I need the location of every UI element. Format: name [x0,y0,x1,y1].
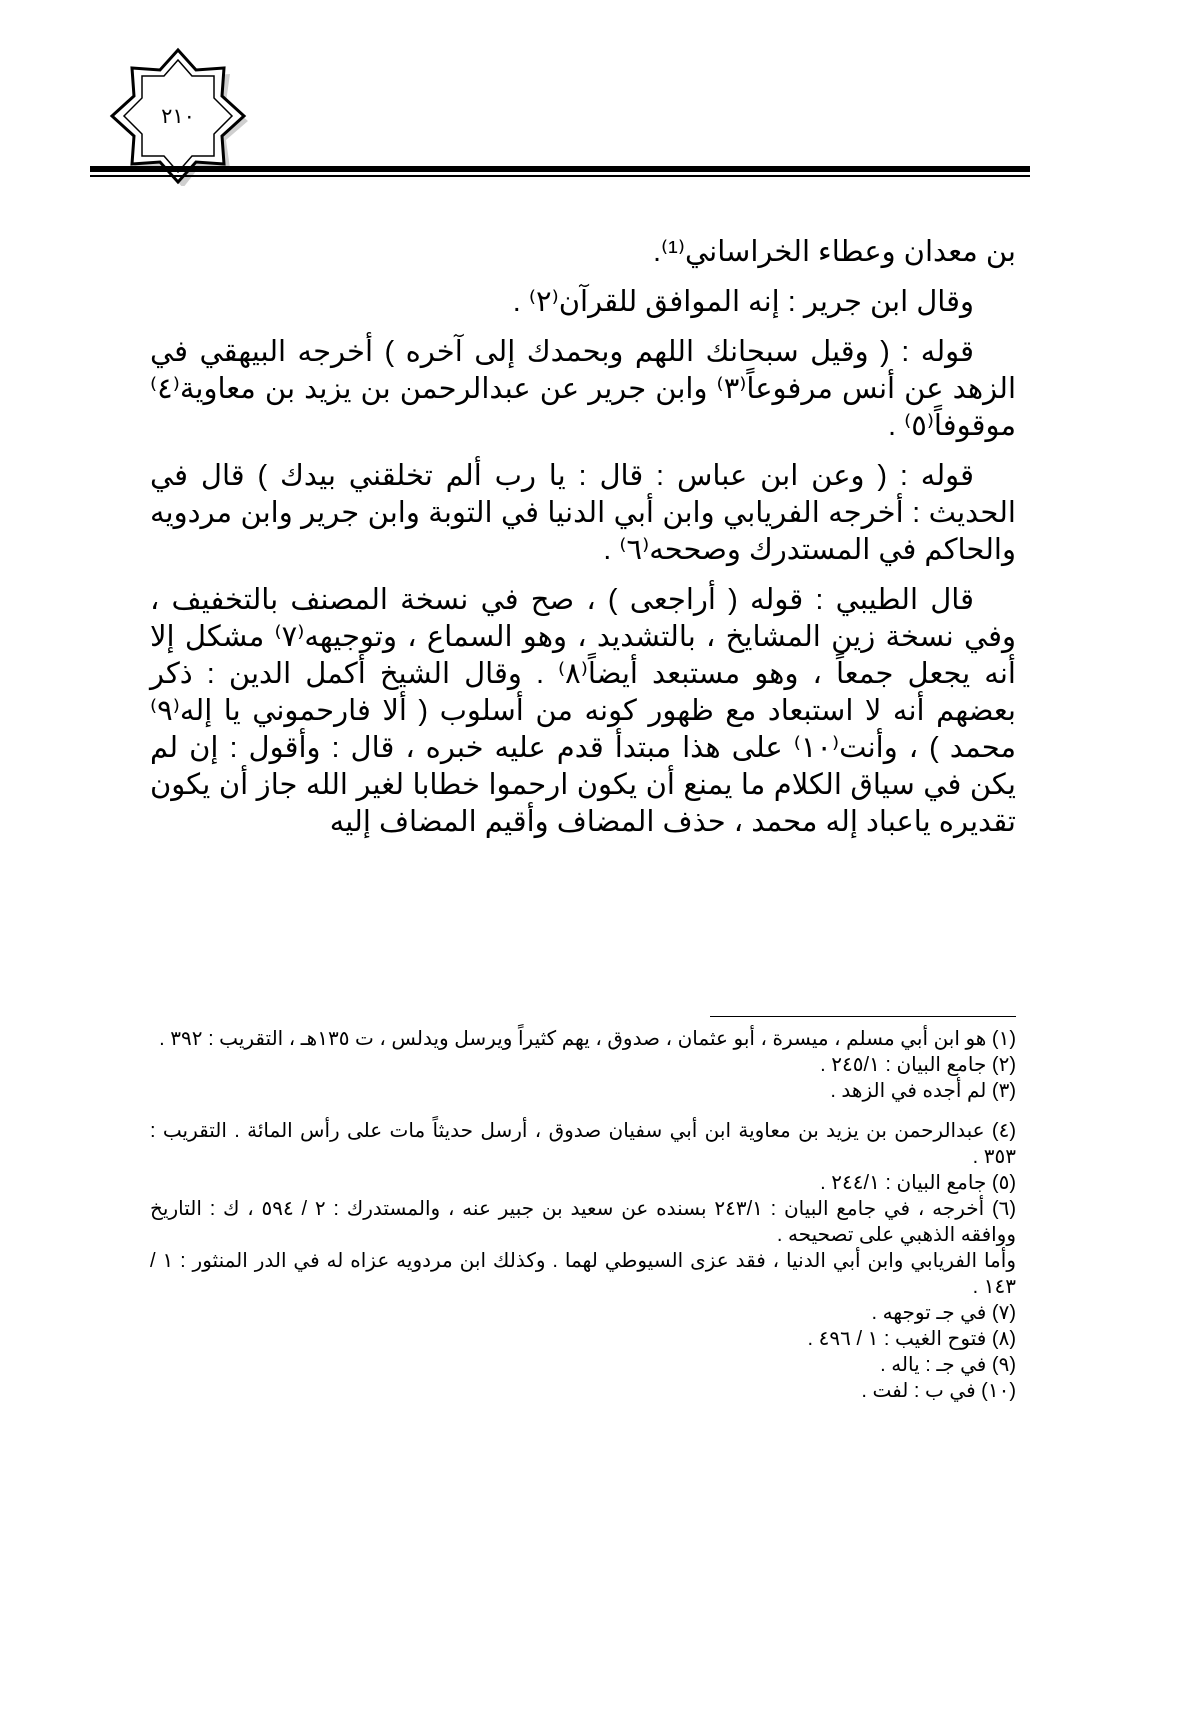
paragraph-4: قوله : ( وعن ابن عباس : قال : يا رب ألم تخلقني بيدك ) قال في الحديث : أخرجه الفريابي وابن أبي الدنيا في التوبة وابن جرير وابن مردويه والحاكم في المستدرك وصححه⁽٦⁾ . [150,460,1016,566]
footnote-6: (٦) أخرجه ، في جامع البيان : ٢٤٣/١ بسنده عن سعيد بن جبير عنه ، والمستدرك : ٢ / ٥٩٤ ، ك : التاريخ ووافقه الذهبي على تصحيحه . [150,1198,1017,1246]
footnote-8: (٨) فتوح الغيب : ١ / ٤٩٦ . [807,1328,1016,1350]
header-rule-thick [90,166,1030,172]
paragraph-1: بن معدان وعطاء الخراساني⁽¹⁾. [652,236,1016,268]
footnote-2: (٢) جامع البيان : ٢٤٥/١ . [820,1054,1016,1076]
footnote-4: (٤) عبدالرحمن بن يزيد بن معاوية ابن أبي سفيان صدوق ، أرسل حديثاً مات على رأس المائة . التقريب : ٣٥٣ . [150,1120,1016,1168]
footnote-10: (١٠) في ب : لفت . [861,1380,1016,1402]
footnote-7: (٧) في جـ توجهه . [871,1302,1016,1324]
footnote-3: (٣) لم أجده في الزهد . [830,1080,1016,1102]
footnote-separator [710,1016,1016,1017]
page-number: ٢١٠ [161,104,195,128]
paragraph-3: قوله : ( وقيل سبحانك اللهم وبحمدك إلى آخره ) أخرجه البيهقي في الزهد عن أنس مرفوعاً⁽٣⁾ وابن جرير عن عبدالرحمن بن يزيد بن معاوية⁽٤⁾ موقوفاً⁽٥⁾ . [150,336,1017,442]
footnote-9: (٩) في جـ : ياله . [880,1354,1016,1376]
footnote-6-continued: وأما الفريابي وابن أبي الدنيا ، فقد عزى السيوطي لهما . وكذلك ابن مردويه عزاه له في الدر المنثور : ١ / ١٤٣ . [150,1250,1016,1298]
header-rule-thin [90,175,1030,177]
footnotes [150,1026,1016,1404]
footnote-1: (١) هو ابن أبي مسلم ، ميسرة ، أبو عثمان ، صدوق ، يهم كثيراً ويرسل ويدلس ، ت ١٣٥هـ ، التقريب : ٣٩٢ . [159,1028,1016,1050]
page-number-badge [108,46,248,186]
main-text [150,234,1016,854]
paragraph-2: وقال ابن جرير : إنه الموافق للقرآن⁽٢⁾ . [512,286,974,318]
paragraph-5: قال الطيبي : قوله ( أراجعى ) ، صح في نسخة المصنف بالتخفيف ، وفي نسخة زين المشايخ ، بالتشديد ، وهو السماع ، وتوجيهه⁽٧⁾ مشكل إلا أنه يجعل جمعاً ، وهو مستبعد أيضاً⁽٨⁾ . وقال الشيخ أكمل الدين : ذكر بعضهم أنه لا استبعاد مع ظهور كونه من أسلوب ( ألا فارحموني يا إله⁽٩⁾ محمد ) ، وأنت⁽١٠⁾ على هذا مبتدأ قدم عليه خبره ، قال : وأقول : إن لم يكن في سياق الكلام ما يمنع أن يكون ارحموا خطابا لغير الله جاز أن يكون تقديره ياعباد إله محمد ، حذف المضاف وأقيم المضاف إليه [150,584,1017,838]
footnote-5: (٥) جامع البيان : ٢٤٤/١ . [820,1172,1016,1194]
